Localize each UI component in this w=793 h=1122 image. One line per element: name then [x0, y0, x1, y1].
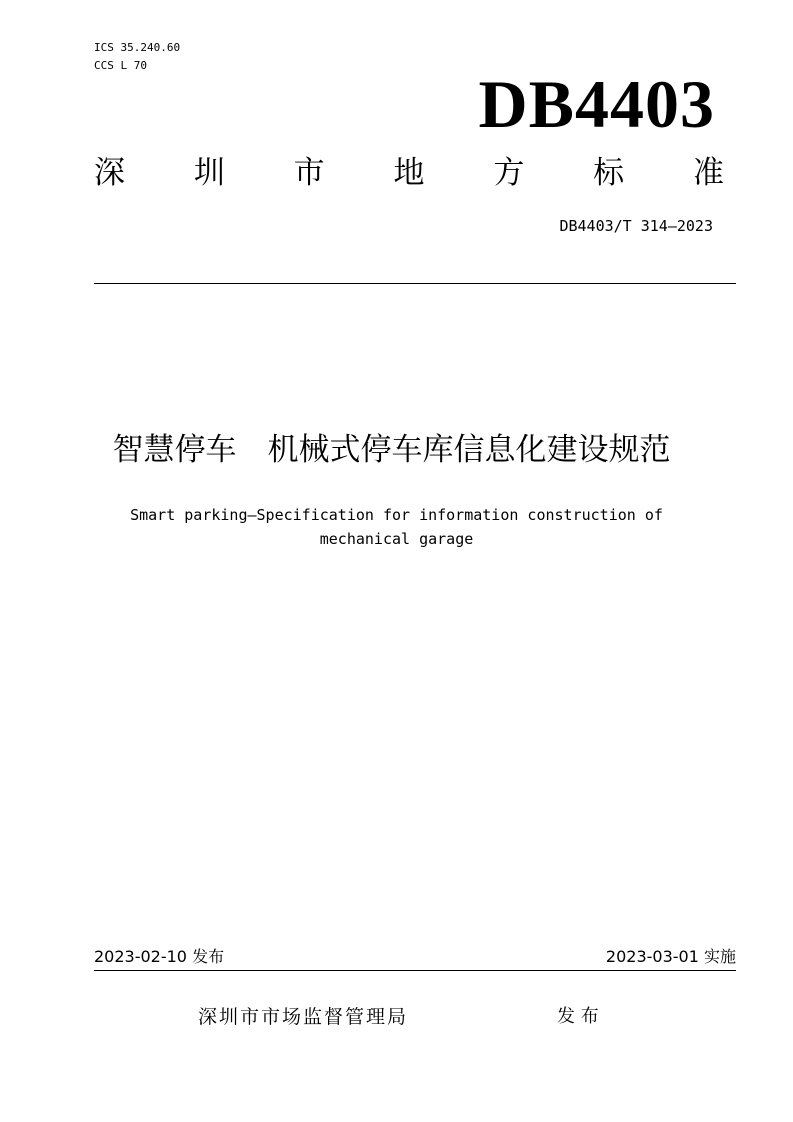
category-char: 标 [593, 155, 625, 191]
title-zh: 智慧停车 机械式停车库信息化建设规范 [112, 432, 671, 468]
standard-number: DB4403/T 314—2023 [559, 217, 713, 235]
issue-date: 2023-02-10 发布 [94, 947, 225, 966]
standard-code: DB4403 [478, 66, 715, 142]
classification-codes [94, 39, 180, 75]
category-char: 地 [393, 155, 425, 191]
implement-date: 2023-03-01 实施 [605, 947, 736, 966]
category-char: 圳 [193, 155, 225, 191]
title-en [0, 503, 793, 551]
publisher: 深圳市市场监督管理局 [198, 1006, 409, 1028]
publish-label: 发 布 [557, 1006, 599, 1027]
title-en-line1: Smart parking—Specification for information construction of [130, 506, 663, 524]
standard-category [94, 152, 724, 194]
category-char: 准 [692, 155, 724, 191]
footer-divider [94, 970, 736, 971]
title-en-line2: mechanical garage [319, 530, 474, 548]
ics-code: ICS 35.240.60 [94, 41, 181, 54]
category-char: 市 [293, 155, 325, 191]
category-char: 深 [94, 155, 125, 191]
ccs-code: CCS L 70 [94, 59, 147, 72]
category-char: 方 [493, 155, 525, 191]
header-divider [94, 283, 736, 284]
